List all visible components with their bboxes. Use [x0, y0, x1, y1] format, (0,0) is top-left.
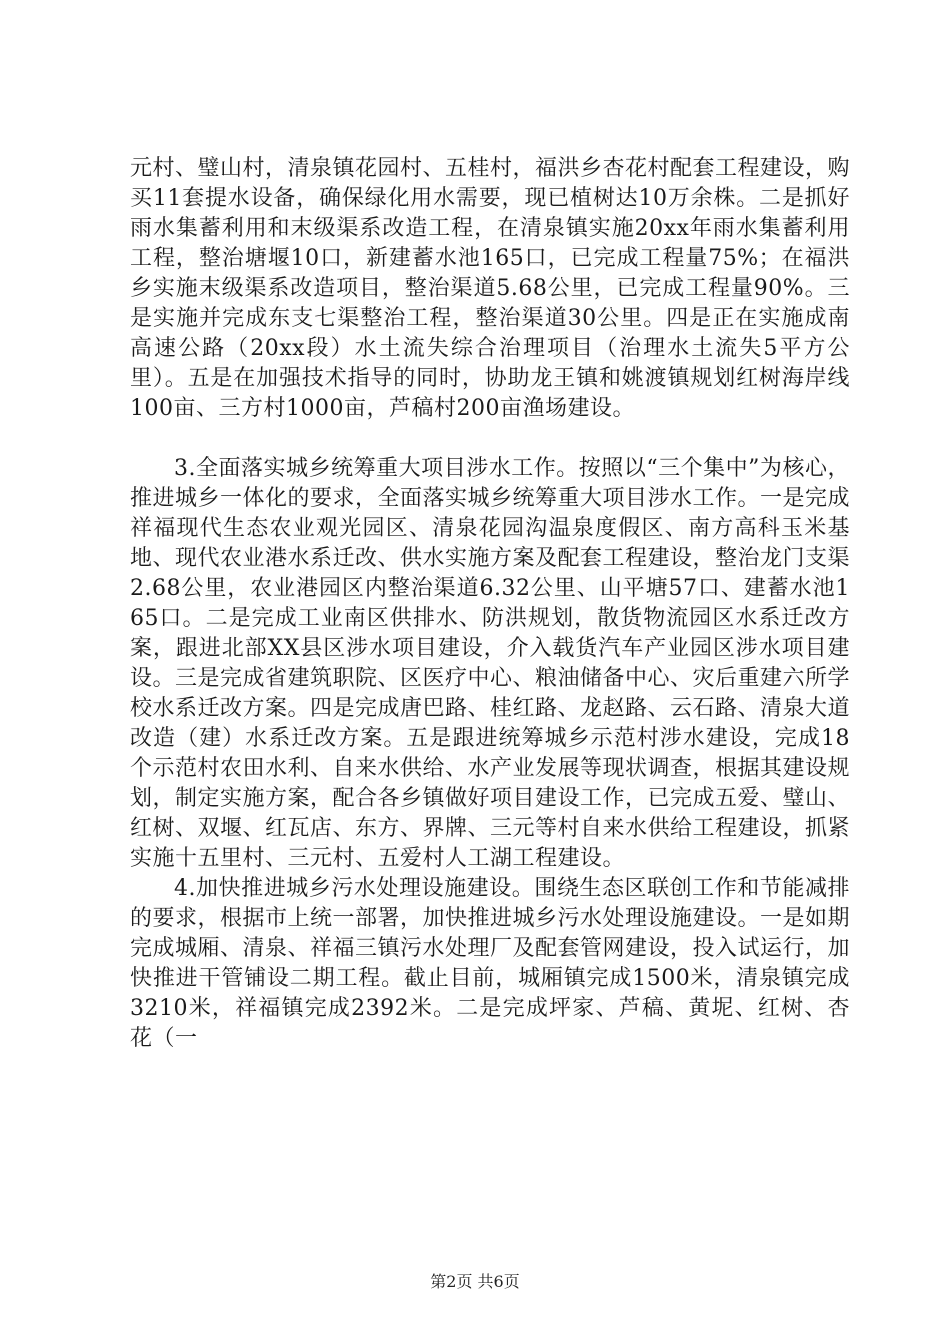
paragraph-continuation: 元村、璧山村，清泉镇花园村、五桂村，福洪乡杏花村配套工程建设，购买11套提水设备，确保绿化用水需要，现已植树达10万余株。二是抓好雨水集蓄利用和末级渠系改造工程，在清泉镇实施20xx年雨水集蓄利用工程，整治塘堰10口，新建蓄水池165口，已完成工程量75%；在福洪乡实施末级渠系改造项目，整治渠道5.68公里，已完成工程量90%。三是实施并完成东支七渠整治工程，整治渠道30公里。四是正在实施成南高速公路（20xx段）水土流失综合治理项目（治理水土流失5平方公里）。五是在加强技术指导的同时，协助龙王镇和姚渡镇规划红树海岸线100亩、三方村1000亩，芦稿村200亩渔场建设。 [130, 156, 851, 421]
document-body [130, 154, 850, 1054]
paragraph-section-3: 3.全面落实城乡统筹重大项目涉水工作。按照以“三个集中”为核心，推进城乡一体化的要求，全面落实城乡统筹重大项目涉水工作。一是完成祥福现代生态农业观光园区、清泉花园沟温泉度假区、南方高科玉米基地、现代农业港水系迁改、供水实施方案及配套工程建设，整治龙门支渠2.68公里，农业港园区内整治渠道6.32公里、山平塘57口、建蓄水池165口。二是完成工业南区供排水、防洪规划，散货物流园区水系迁改方案，跟进北部XX县区涉水项目建设，介入载货汽车产业园区涉水项目建设。三是完成省建筑职院、区医疗中心、粮油储备中心、灾后重建六所学校水系迁改方案。四是完成唐巴路、桂红路、龙赵路、云石路、清泉大道改造（建）水系迁改方案。五是跟进统筹城乡示范村涉水建设，完成18个示范村农田水利、自来水供给、水产业发展等现状调查，根据其建设规划，制定实施方案，配合各乡镇做好项目建设工作，已完成五爱、璧山、红树、双堰、红瓦店、东方、界牌、三元等村自来水供给工程建设，抓紧实施十五里村、三元村、五爱村人工湖工程建设。 [130, 456, 851, 871]
page-number-footer: 第2页 共6页 [430, 1272, 520, 1291]
paragraph-section-4: 4.加快推进城乡污水处理设施建设。围绕生态区联创工作和节能减排的要求，根据市上统一部署，加快推进城乡污水处理设施建设。一是如期完成城厢、清泉、祥福三镇污水处理厂及配套管网建设，投入试运行，加快推进干管铺设二期工程。截止目前，城厢镇完成1500米，清泉镇完成3210米，祥福镇完成2392米。二是完成坪家、芦稿、黄坭、红树、杏花（一 [130, 876, 851, 1051]
